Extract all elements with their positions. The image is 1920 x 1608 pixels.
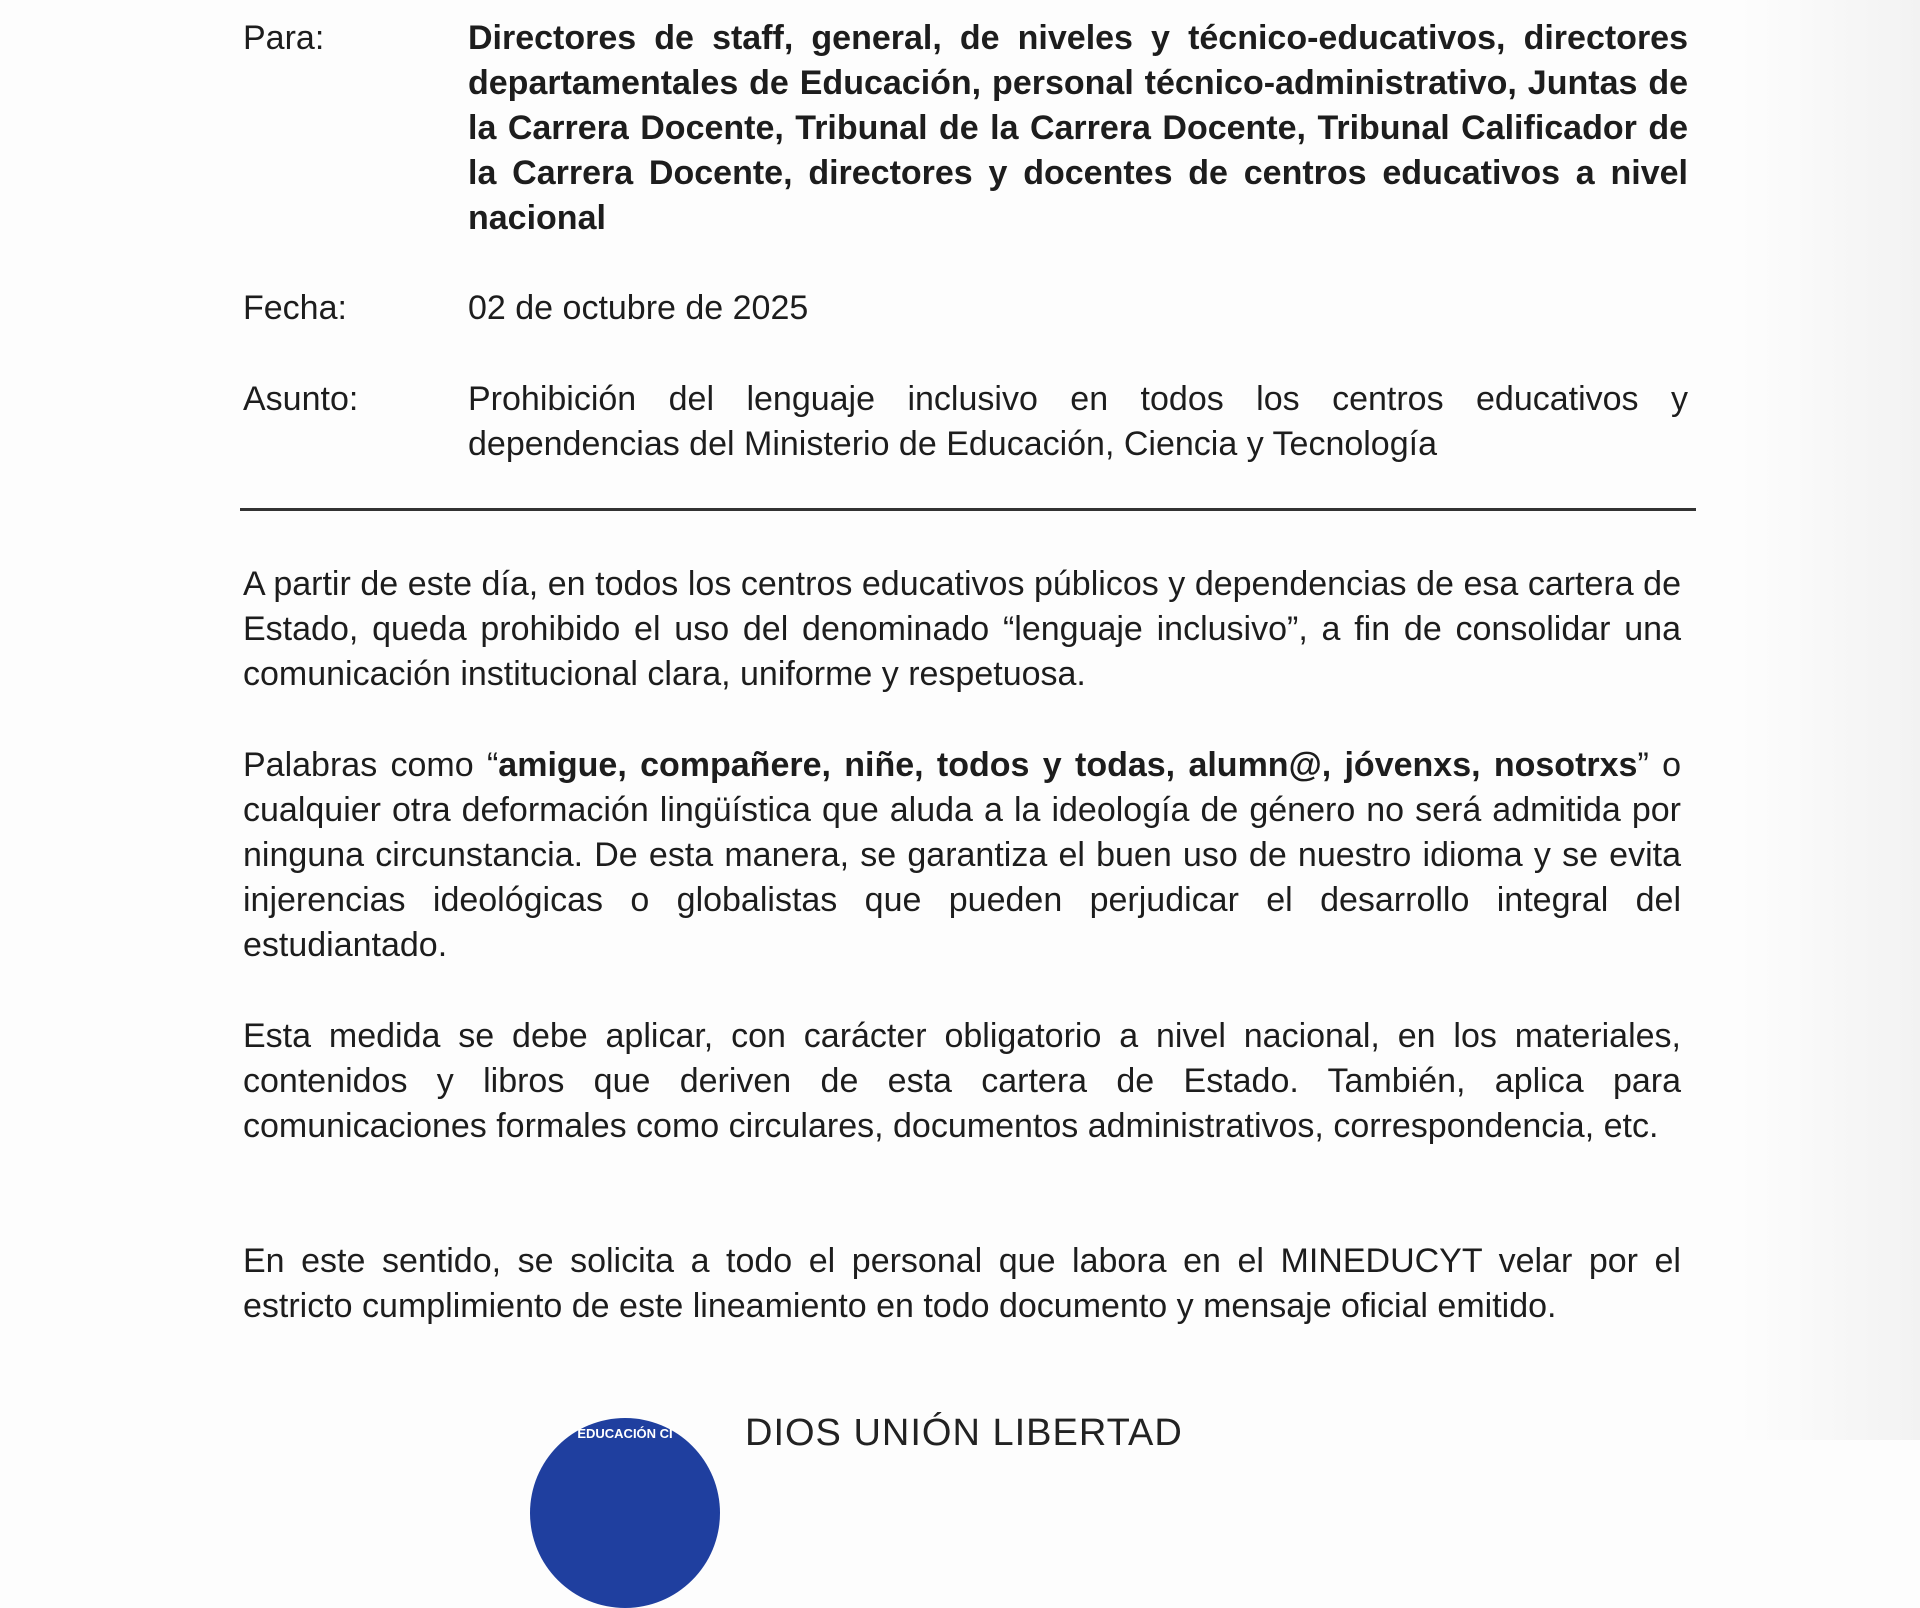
to-label: Para: [243,19,325,57]
to-field [243,16,1688,241]
seal-text: EDUCACIÓN CI [577,1426,673,1441]
motto: DIOS UNIÓN LIBERTAD [745,1412,1183,1454]
date-value: 02 de octubre de 2025 [468,289,809,327]
p2-pre: Palabras como “ [243,746,499,784]
paragraph-4: En este sentido, se solicita a todo el personal que labora en el MINEDUCYT velar por el estricto cumplimiento de este lineamiento en todo documento y mensaje oficial emitido. [243,1242,1681,1325]
official-seal [530,1418,720,1608]
subject-label: Asunto: [243,380,359,418]
date-field [243,286,1688,331]
subject-value: Prohibición del lenguaje inclusivo en todos los centros educativos y dependencias del Ministerio de Educación, Ciencia y Tecnología [468,380,1688,463]
paragraph-3: Esta medida se debe aplicar, con carácter obligatorio a nivel nacional, en los materiales, contenidos y libros que deriven de esta cartera de Estado. También, aplica para comunicaciones formales como circulares, documentos administrativos, correspondencia, etc. [243,1017,1681,1145]
watermark [1740,0,1920,1440]
to-value: Directores de staff, general, de niveles y técnico-educativos, directores departamentales de Educación, personal técnico-administrativo, Juntas de la Carrera Docente, Tribunal de la Carrera Docente, Tribunal Calificador de la Carrera Docente, directores y docentes de centros educativos a nivel nacional [468,19,1688,237]
p2-examples: amigue, compañere, niñe, todos y todas, alumn@, jóvenxs, nosotrxs [498,746,1638,784]
subject-field [243,377,1688,467]
date-label: Fecha: [243,289,347,327]
paragraph-1: A partir de este día, en todos los centros educativos públicos y dependencias de esa cartera de Estado, queda prohibido el uso del denominado “lenguaje inclusivo”, a fin de consolidar una comunicación institucional clara, uniforme y respetuosa. [243,565,1681,693]
paragraph-2 [243,743,1681,968]
p2-post: ” o cualquier otra deformación lingüística que aluda a la ideología de género no será admitida por ninguna circunstancia. De esta manera, se garantiza el buen uso de nuestro idioma y se evita injerencias ideológicas o globalistas que pueden perjudicar el desarrollo integral del estudiantado. [243,746,1682,964]
divider [240,508,1696,511]
